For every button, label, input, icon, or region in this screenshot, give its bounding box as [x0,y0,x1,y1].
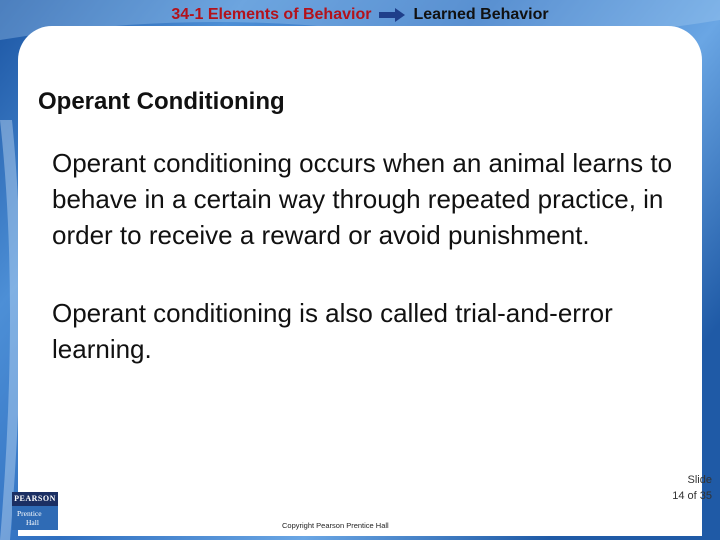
logo-publisher: PEARSON [12,492,58,506]
pearson-logo [12,492,58,530]
definition-text: occurs when an animal learns to behave in a certain way through repeated practice, in order to receive a reward or avoid punishment. [52,148,673,250]
slide-label: Slide [687,474,712,486]
slide-number [672,472,712,504]
definition-paragraph [52,145,692,253]
logo-imprint [12,506,58,530]
alternate-name-paragraph: Operant conditioning is also called trial-and-error learning. [52,298,613,364]
key-term: Operant conditioning [52,148,292,178]
copyright-notice: Copyright Pearson Prentice Hall [282,521,389,530]
logo-imprint-line1: Prentice [17,509,42,518]
section-title: 34-1 Elements of Behavior [171,6,372,23]
logo-imprint-line2: Hall [26,518,39,527]
slide-header [0,0,720,30]
lesson-topic: Learned Behavior [413,6,549,23]
right-arrow-icon [379,8,405,22]
slide-count: 14 of 35 [672,490,712,502]
slide-title: Operant Conditioning [38,88,285,115]
